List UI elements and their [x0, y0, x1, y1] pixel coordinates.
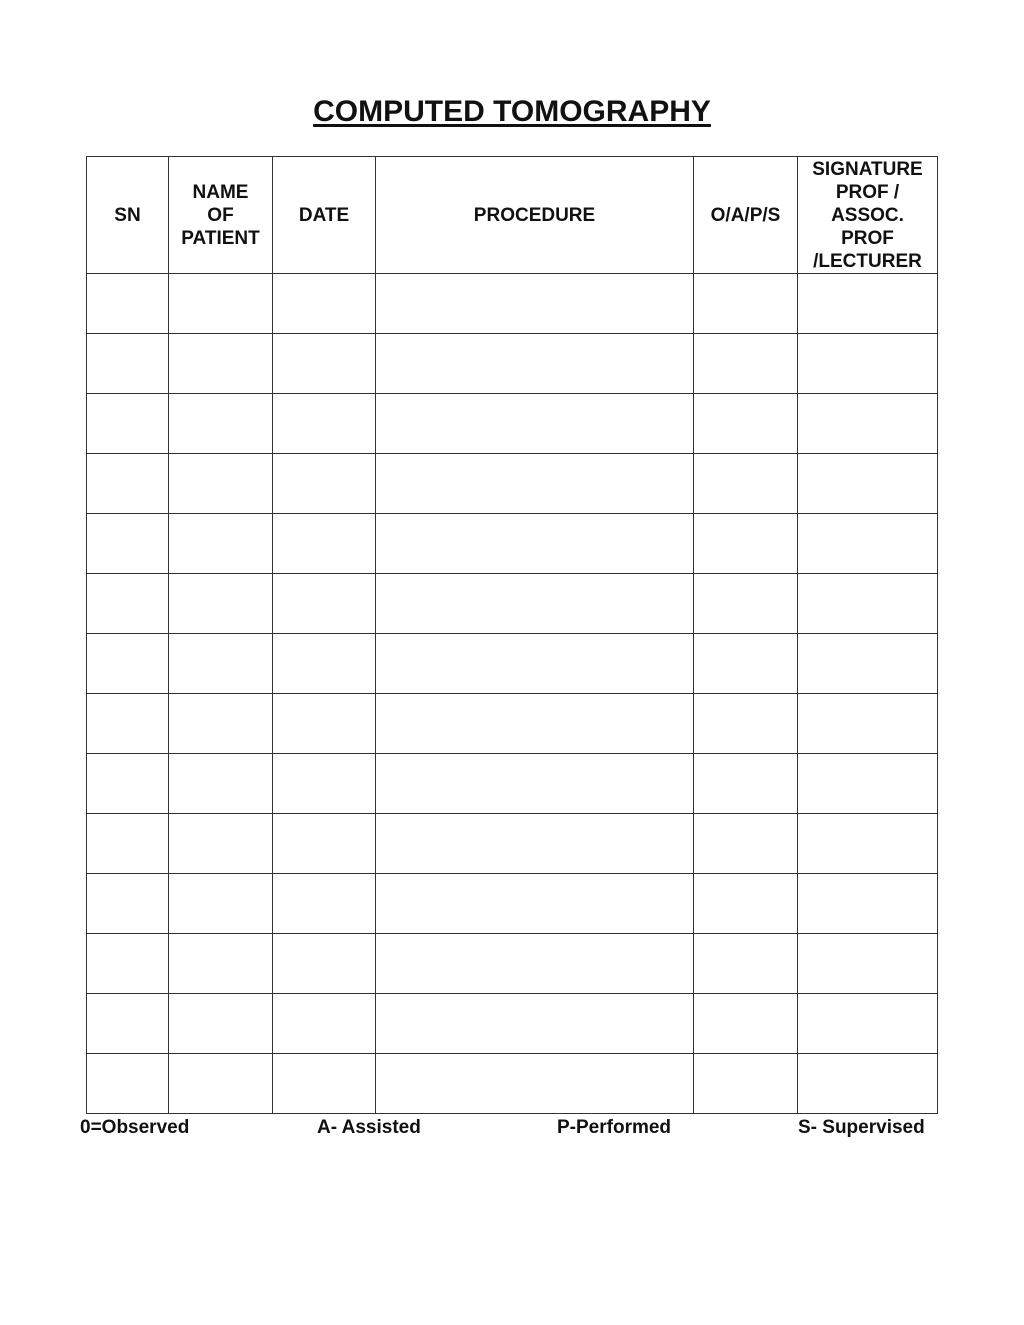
procedure-cell	[376, 394, 694, 454]
signature-cell	[798, 754, 938, 814]
table-row	[87, 274, 938, 334]
table-row	[87, 634, 938, 694]
name-cell	[169, 634, 273, 694]
name-cell	[169, 694, 273, 754]
date-cell	[273, 814, 376, 874]
header-oaps: O/A/P/S	[694, 157, 798, 274]
oaps-cell	[694, 1054, 798, 1114]
signature-cell	[798, 334, 938, 394]
name-cell	[169, 874, 273, 934]
oaps-cell	[694, 274, 798, 334]
table-body	[87, 274, 938, 1114]
header-signature	[798, 157, 938, 274]
name-cell	[169, 334, 273, 394]
procedure-cell	[376, 874, 694, 934]
date-cell	[273, 394, 376, 454]
name-cell	[169, 754, 273, 814]
legend	[80, 1117, 936, 1141]
sn-cell	[87, 634, 169, 694]
name-cell	[169, 514, 273, 574]
table-row	[87, 574, 938, 634]
date-cell	[273, 874, 376, 934]
signature-cell	[798, 934, 938, 994]
procedure-cell	[376, 454, 694, 514]
table-row	[87, 394, 938, 454]
legend-observed: 0=Observed	[80, 1117, 190, 1138]
procedure-cell	[376, 634, 694, 694]
oaps-cell	[694, 934, 798, 994]
sn-cell	[87, 694, 169, 754]
name-cell	[169, 394, 273, 454]
header-name-line: NAME	[192, 181, 249, 203]
header-signature-line: PROF /	[835, 181, 900, 203]
name-cell	[169, 454, 273, 514]
date-cell	[273, 574, 376, 634]
name-cell	[169, 994, 273, 1054]
header-signature-line: SIGNATURE	[812, 158, 923, 180]
procedure-cell	[376, 274, 694, 334]
procedure-cell	[376, 1054, 694, 1114]
sn-cell	[87, 874, 169, 934]
signature-cell	[798, 814, 938, 874]
table-row	[87, 754, 938, 814]
signature-cell	[798, 994, 938, 1054]
signature-cell	[798, 394, 938, 454]
table-row	[87, 514, 938, 574]
date-cell	[273, 994, 376, 1054]
date-cell	[273, 454, 376, 514]
sn-cell	[87, 994, 169, 1054]
oaps-cell	[694, 754, 798, 814]
table-row	[87, 334, 938, 394]
header-signature-line: /LECTURER	[813, 250, 922, 272]
signature-cell	[798, 634, 938, 694]
sn-cell	[87, 1054, 169, 1114]
header-row	[87, 157, 938, 274]
header-sn: SN	[87, 157, 169, 274]
oaps-cell	[694, 874, 798, 934]
oaps-cell	[694, 574, 798, 634]
table-row	[87, 694, 938, 754]
signature-cell	[798, 1054, 938, 1114]
procedure-cell	[376, 994, 694, 1054]
procedure-cell	[376, 574, 694, 634]
sn-cell	[87, 574, 169, 634]
signature-cell	[798, 514, 938, 574]
date-cell	[273, 334, 376, 394]
header-name-line: OF	[207, 204, 234, 226]
name-cell	[169, 274, 273, 334]
oaps-cell	[694, 454, 798, 514]
name-cell	[169, 934, 273, 994]
signature-cell	[798, 874, 938, 934]
date-cell	[273, 634, 376, 694]
oaps-cell	[694, 514, 798, 574]
sn-cell	[87, 454, 169, 514]
sn-cell	[87, 934, 169, 994]
oaps-cell	[694, 694, 798, 754]
procedure-cell	[376, 754, 694, 814]
sn-cell	[87, 334, 169, 394]
procedure-cell	[376, 334, 694, 394]
sn-cell	[87, 514, 169, 574]
table-row	[87, 874, 938, 934]
page-title: COMPUTED TOMOGRAPHY	[313, 95, 711, 128]
procedure-cell	[376, 934, 694, 994]
table-row	[87, 454, 938, 514]
oaps-cell	[694, 814, 798, 874]
legend-assisted: A- Assisted	[317, 1117, 421, 1138]
table-row	[87, 934, 938, 994]
procedure-cell	[376, 694, 694, 754]
date-cell	[273, 754, 376, 814]
date-cell	[273, 274, 376, 334]
name-cell	[169, 574, 273, 634]
legend-supervised: S- Supervised	[798, 1117, 925, 1138]
signature-cell	[798, 274, 938, 334]
header-date: DATE	[273, 157, 376, 274]
signature-cell	[798, 454, 938, 514]
procedure-cell	[376, 514, 694, 574]
oaps-cell	[694, 334, 798, 394]
legend-performed: P-Performed	[557, 1117, 672, 1138]
signature-cell	[798, 574, 938, 634]
header-name-of-patient	[169, 157, 273, 274]
oaps-cell	[694, 394, 798, 454]
procedure-log-table	[86, 156, 938, 1114]
name-cell	[169, 1054, 273, 1114]
oaps-cell	[694, 634, 798, 694]
date-cell	[273, 934, 376, 994]
procedure-cell	[376, 814, 694, 874]
sn-cell	[87, 394, 169, 454]
header-name-line: PATIENT	[181, 227, 260, 249]
sn-cell	[87, 814, 169, 874]
date-cell	[273, 1054, 376, 1114]
date-cell	[273, 694, 376, 754]
oaps-cell	[694, 994, 798, 1054]
header-signature-line: ASSOC.	[831, 204, 904, 226]
sn-cell	[87, 754, 169, 814]
table-row	[87, 814, 938, 874]
name-cell	[169, 814, 273, 874]
sn-cell	[87, 274, 169, 334]
table-row	[87, 994, 938, 1054]
table-row	[87, 1054, 938, 1114]
signature-cell	[798, 694, 938, 754]
header-procedure: PROCEDURE	[376, 157, 694, 274]
header-signature-line: PROF	[841, 227, 894, 249]
date-cell	[273, 514, 376, 574]
